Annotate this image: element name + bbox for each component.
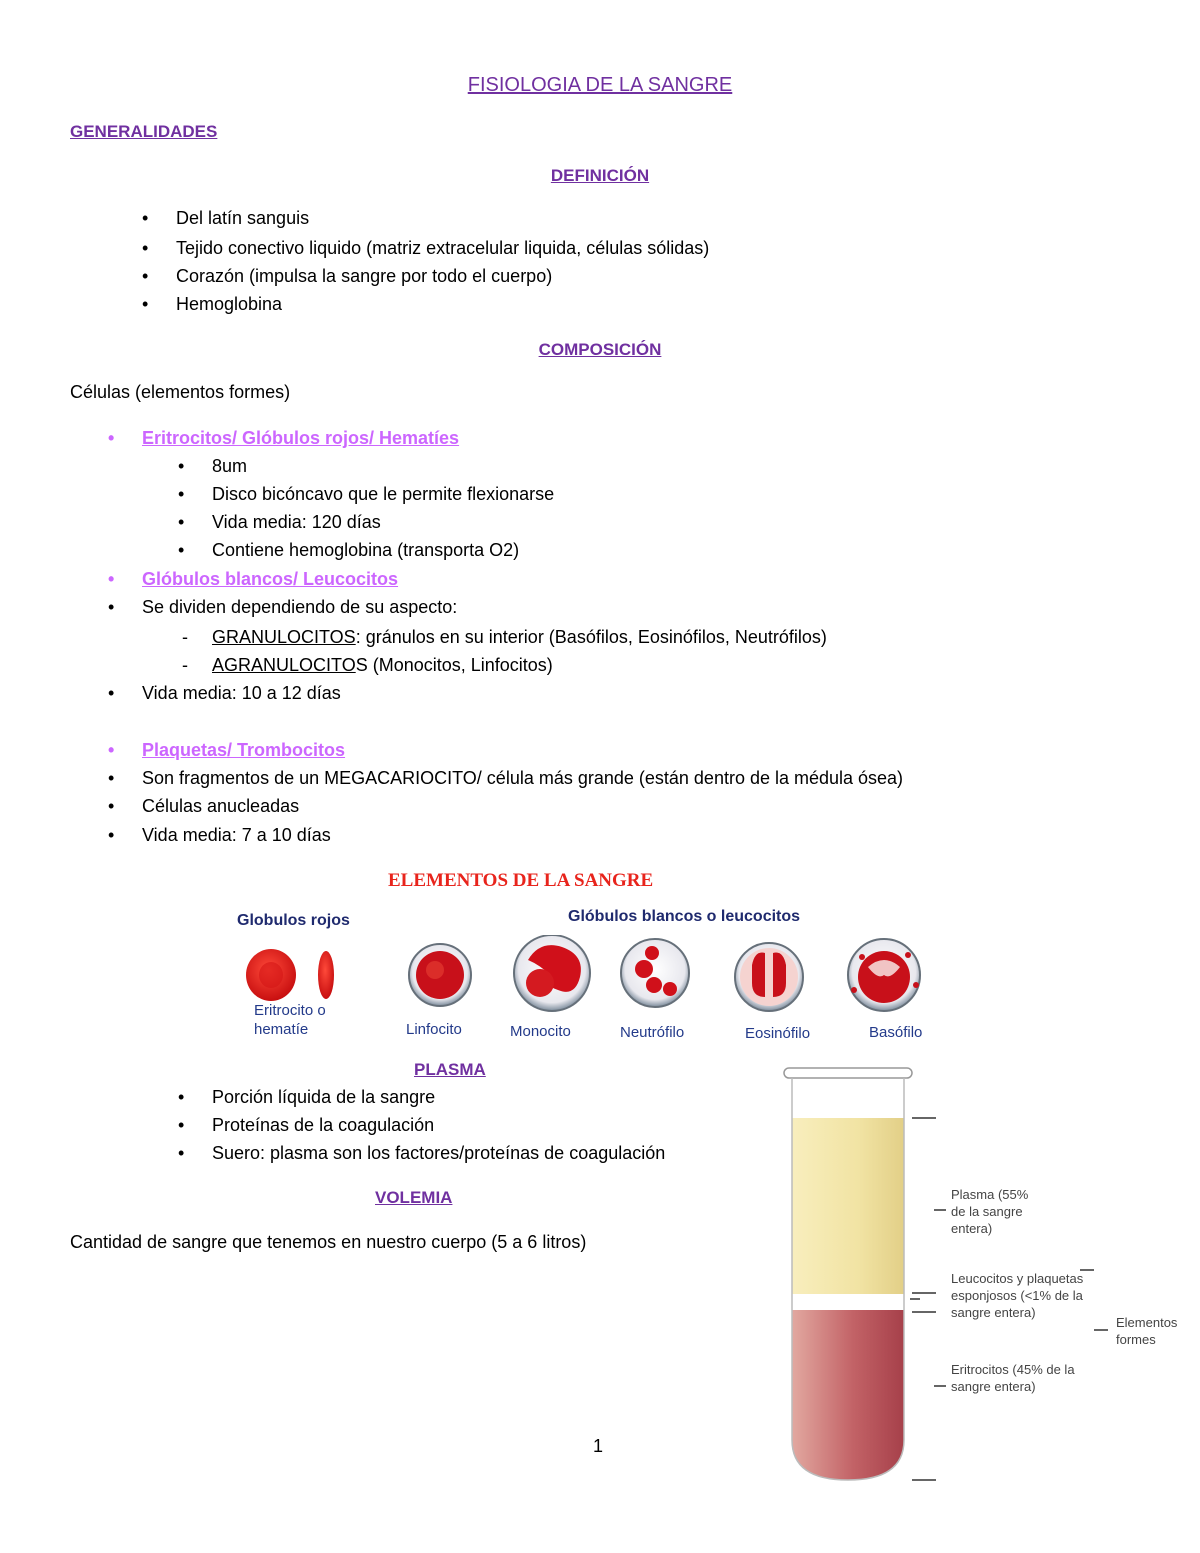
granulocitos-term: GRANULOCITOS [212, 627, 356, 647]
blood-cells-illustration [240, 935, 950, 1015]
erythrocyte-side [318, 951, 334, 999]
figure-rojos-heading: Globulos rojos [237, 912, 350, 929]
label-basofilo: Basófilo [869, 1024, 923, 1041]
list-item: • Porción líquida de la sangre [212, 1087, 435, 1108]
heading-plasma: PLASMA [414, 1060, 486, 1079]
figure-title: ELEMENTOS DE LA SANGRE [388, 870, 654, 891]
list-item: • Del latín sanguis [176, 208, 309, 229]
list-item [212, 655, 553, 676]
heading-volemia: VOLEMIA [375, 1188, 453, 1207]
list-item: • Proteínas de la coagulación [212, 1115, 434, 1136]
composicion-intro: Células (elementos formes) [70, 382, 291, 402]
list-item: • Hemoglobina [176, 294, 282, 315]
label-neutrofilo: Neutrófilo [620, 1024, 685, 1041]
list-item: • Disco bicóncavo que le permite flexionarse [212, 484, 554, 505]
list-item: • Son fragmentos de un MEGACARIOCITO/ célula más grande (están dentro de la médula ósea) [142, 768, 903, 789]
tube-eritro-label: Eritrocitos (45% de la sangre entera) [951, 1362, 1075, 1394]
agranulocitos-term: AGRANULOCITO [212, 655, 356, 675]
page-title: FISIOLOGIA DE LA SANGRE [467, 74, 733, 96]
list-item: • Tejido conectivo liquido (matriz extracelular liquida, células sólidas) [176, 238, 709, 259]
granulocitos-desc: : gránulos en su interior (Basófilos, Eosinófilos, Neutrófilos) [355, 627, 827, 647]
list-item: • Corazón (impulsa la sangre por todo el cuerpo) [176, 266, 552, 287]
agranulocitos-desc: S (Monocitos, Linfocitos) [355, 655, 553, 675]
tube-buffy-label: Leucocitos y plaquetas esponjosos (<1% de la sangre entera) [951, 1271, 1084, 1320]
list-item: • Vida media: 120 días [212, 512, 381, 533]
plaquetas-label: • Plaquetas/ Trombocitos [142, 740, 345, 761]
list-item: • Suero: plasma son los factores/proteínas de coagulación [212, 1143, 665, 1164]
list-item: • Se dividen dependiendo de su aspecto: [142, 597, 457, 618]
list-item: • Células anucleadas [142, 796, 299, 817]
figure-blancos-heading: Glóbulos blancos o leucocitos [568, 908, 801, 925]
label-eritrocito-1: Eritrocito o [254, 1002, 326, 1019]
list-item [212, 627, 827, 648]
heading-composicion: COMPOSICIÓN [538, 340, 662, 359]
label-eritrocito-2: hematíe [254, 1021, 309, 1038]
volemia-text: Cantidad de sangre que tenemos en nuestro cuerpo (5 a 6 litros) [70, 1232, 587, 1252]
eritrocitos-label: • Eritrocitos/ Glóbulos rojos/ Hematíes [142, 428, 459, 449]
page-number: 1 [593, 1436, 604, 1456]
list-item: • 8um [212, 456, 247, 477]
list-item: • Contiene hemoglobina (transporta O2) [212, 540, 519, 561]
section-generalidades: GENERALIDADES [70, 122, 218, 141]
heading-definicion: DEFINICIÓN [550, 166, 650, 185]
list-item: • Vida media: 7 a 10 días [142, 825, 331, 846]
label-linfocito: Linfocito [406, 1021, 462, 1038]
tube-plasma-label: Plasma (55% de la sangre entera) [951, 1187, 1029, 1236]
list-item: • Vida media: 10 a 12 días [142, 683, 341, 704]
tube-formes-label: Elementos formes [1116, 1315, 1178, 1347]
label-monocito: Monocito [510, 1023, 571, 1040]
label-eosinofilo: Eosinófilo [745, 1025, 811, 1042]
leucocitos-label: • Glóbulos blancos/ Leucocitos [142, 569, 398, 590]
